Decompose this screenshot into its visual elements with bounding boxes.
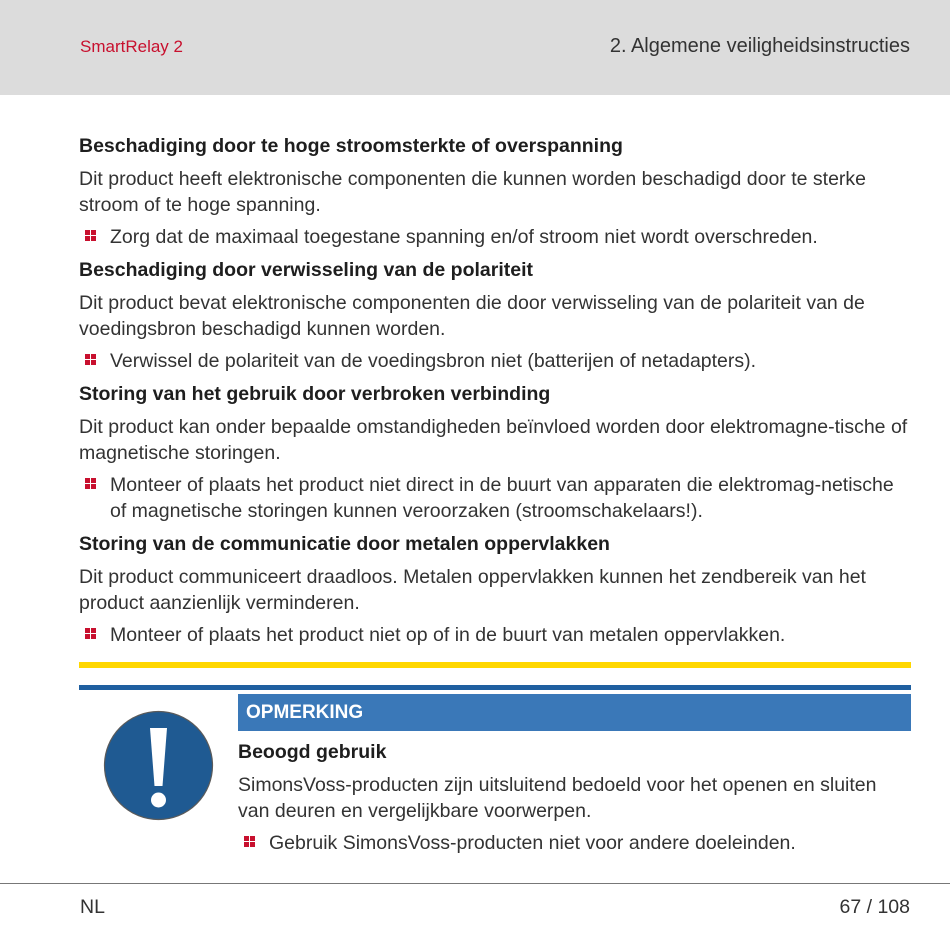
section-title: Beschadiging door verwisseling van de polariteit: [79, 259, 534, 281]
section-interference: [79, 381, 911, 524]
note-text: SimonsVoss-producten zijn uitsluitend bedoeld voor het openen en sluiten van deuren en vergelijkbare voorwerpen.: [238, 774, 877, 822]
section-title: Storing van het gebruik door verbroken verbinding: [79, 383, 551, 405]
blue-divider: [79, 685, 911, 690]
bullet-squares-icon: [79, 348, 110, 374]
note-title: Beoogd gebruik: [238, 741, 387, 763]
bullet-text: Monteer of plaats het product niet op of in de buurt van metalen oppervlakken.: [110, 624, 786, 646]
section-text: Dit product kan onder bepaalde omstandigheden beïnvloed worden door elektromagne-tische of magnetische storingen.: [79, 416, 908, 464]
exclamation-circle-icon: [103, 710, 214, 821]
chapter-title: 2. Algemene veiligheidsinstructies: [609, 35, 910, 57]
bullet-squares-icon: [79, 622, 110, 648]
section-title: Beschadiging door te hoge stroomsterkte of overspanning: [79, 135, 623, 157]
section-text: Dit product bevat elektronische componenten die door verwisseling van de polariteit van de voedingsbron beschadigd kunnen worden.: [79, 292, 865, 340]
section-text: Dit product heeft elektronische componenten die kunnen worden beschadigd door te sterke stroom of te hoge spanning.: [79, 168, 866, 216]
brand-label: SmartRelay 2: [80, 37, 183, 56]
bullet-text: Verwissel de polariteit van de voedingsbron niet (batterijen of netadapters).: [110, 350, 757, 372]
bullet-item: [79, 348, 911, 374]
bullet-text: Monteer of plaats het product niet direct in de buurt van apparaten die elektromag-netische of magnetische storingen kunnen veroorzaken (stroomschakelaars!).: [110, 474, 894, 522]
yellow-divider: [79, 662, 911, 668]
page-header: [0, 0, 950, 95]
footer-divider: [0, 883, 950, 884]
bullet-text: Gebruik SimonsVoss-producten niet voor andere doeleinden.: [269, 832, 796, 854]
note-banner: OPMERKING: [238, 694, 911, 731]
note-body: [238, 739, 911, 863]
bullet-item: [79, 224, 911, 250]
section-metal-surfaces: [79, 531, 911, 648]
bullet-squares-icon: [79, 224, 110, 250]
bullet-item: [79, 472, 911, 524]
bullet-text: Zorg dat de maximaal toegestane spanning en/of stroom niet wordt overschreden.: [110, 226, 818, 248]
section-polarity: [79, 257, 911, 374]
section-text: Dit product communiceert draadloos. Metalen oppervlakken kunnen het zendbereik van het product aanzienlijk verminderen.: [79, 566, 866, 614]
bullet-squares-icon: [79, 472, 110, 498]
section-overcurrent: [79, 133, 911, 250]
section-title: Storing van de communicatie door metalen oppervlakken: [79, 533, 610, 555]
page-number: 67 / 108: [839, 896, 910, 918]
footer-language: NL: [80, 896, 105, 918]
bullet-squares-icon: [238, 830, 269, 856]
bullet-item: [79, 622, 911, 648]
main-content: [79, 133, 911, 655]
bullet-item: [238, 830, 911, 856]
